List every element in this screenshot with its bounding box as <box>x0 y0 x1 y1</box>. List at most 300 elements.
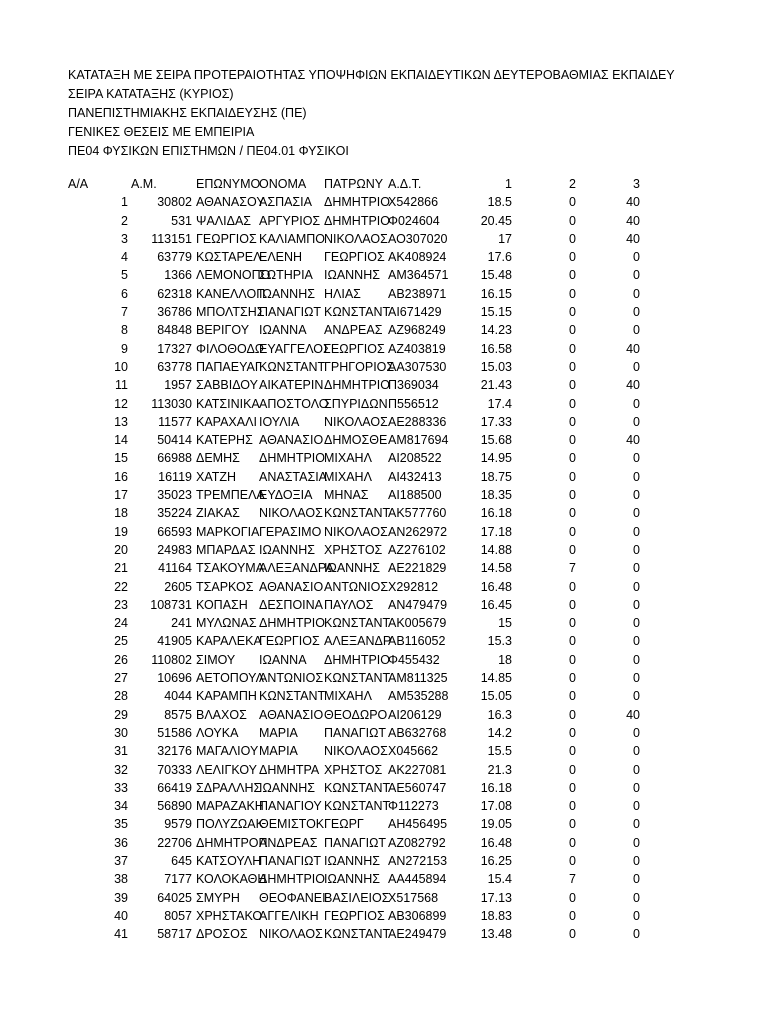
cell-score-1: 15.5 <box>487 744 512 759</box>
cell-name: ΠΑΝΑΓΙΟΥ <box>259 799 322 814</box>
cell-surname: ΚΑΤΣΙΝΙΚΑ <box>196 396 260 411</box>
cell-score-1: 15.4 <box>487 872 512 887</box>
cell-aa: 6 <box>121 286 128 301</box>
cell-name: ΔΗΜΗΤΡΙΟ <box>259 451 325 466</box>
cell-name: ΙΩΑΝΝΗΣ <box>259 542 315 557</box>
cell-name: ΚΩΝΣΤΑΝΤ <box>259 689 326 704</box>
cell-id-card: Φ112273 <box>388 799 439 814</box>
cell-score-2: 0 <box>569 616 576 631</box>
cell-name: ΑΡΓΥΡΙΟΣ <box>259 213 321 228</box>
cell-aa: 4 <box>121 250 128 265</box>
cell-am: 241 <box>171 616 192 631</box>
cell-am: 8057 <box>164 908 192 923</box>
cell-score-1: 15.48 <box>480 268 512 283</box>
cell-name: ΓΕΩΡΓΙΟΣ <box>259 634 320 649</box>
cell-aa: 1 <box>121 195 128 210</box>
cell-fathers-name: ΚΩΝΣΤΑΝΤ <box>324 927 391 942</box>
cell-am: 70333 <box>157 762 192 777</box>
cell-aa: 12 <box>114 396 128 411</box>
cell-name: ΜΑΡΙΑ <box>259 725 298 740</box>
cell-score-3: 40 <box>626 231 640 246</box>
cell-surname: ΤΣΑΚΟΥΜΑ <box>196 561 265 576</box>
cell-surname: ΜΑΡΑΖΑΚΗ <box>196 799 264 814</box>
cell-score-2: 0 <box>569 908 576 923</box>
cell-score-1: 16.25 <box>480 853 512 868</box>
cell-aa: 3 <box>121 231 128 246</box>
cell-score-1: 17.18 <box>480 524 512 539</box>
cell-aa: 31 <box>114 744 128 759</box>
cell-score-3: 0 <box>633 597 640 612</box>
cell-score-3: 0 <box>633 359 640 374</box>
cell-am: 62318 <box>157 286 192 301</box>
cell-aa: 27 <box>114 671 128 686</box>
cell-aa: 40 <box>114 908 128 923</box>
cell-name: ΙΟΥΛΙΑ <box>259 414 300 429</box>
cell-fathers-name: ΚΩΝΣΤΑΝΤ <box>324 671 391 686</box>
cell-fathers-name: ΝΙΚΟΛΑΟΣ <box>324 524 388 539</box>
cell-aa: 14 <box>114 433 128 448</box>
cell-score-2: 0 <box>569 488 576 503</box>
table-row <box>0 669 768 687</box>
cell-surname: ΣΔΡΑΛΛΗΣ <box>196 780 262 795</box>
column-header-score-1: 1 <box>505 177 512 191</box>
cell-surname: ΣΜΥΡΗ <box>196 890 240 905</box>
cell-score-3: 0 <box>633 799 640 814</box>
cell-fathers-name: ΚΩΝΣΤΑΝΤ <box>324 305 391 320</box>
cell-score-2: 0 <box>569 725 576 740</box>
cell-score-2: 0 <box>569 927 576 942</box>
cell-name: ΑΝΑΣΤΑΣΙΑ <box>259 469 328 484</box>
cell-score-2: 0 <box>569 396 576 411</box>
cell-name: ΕΥΔΟΞΙΑ <box>259 488 313 503</box>
cell-aa: 29 <box>114 707 128 722</box>
cell-fathers-name: ΙΩΑΝΝΗΣ <box>324 268 380 283</box>
cell-surname: ΠΟΛΥΖΩΑΚ <box>196 817 264 832</box>
cell-am: 1366 <box>164 268 192 283</box>
cell-score-1: 15.03 <box>480 359 512 374</box>
cell-score-2: 0 <box>569 524 576 539</box>
cell-score-1: 18.75 <box>480 469 512 484</box>
cell-am: 66988 <box>157 451 192 466</box>
table-row <box>0 596 768 614</box>
cell-name: ΑΝΔΡΕΑΣ <box>259 835 318 850</box>
cell-surname: ΚΑΡΑΛΕΚΑ <box>196 634 262 649</box>
header-title: ΚΑΤΑΤΑΞΗ ΜΕ ΣΕΙΡΑ ΠΡΟΤΕΡΑΙΟΤΗΤΑΣ ΥΠΟΨΗΦΙΩΝ ΕΚΠΑΙΔΕΥΤΙΚΩΝ ΔΕΥΤΕΡΟΒΑΘΜΙΑΣ ΕΚΠΑΙΔΕΥ <box>68 68 675 82</box>
cell-fathers-name: ΚΩΝΣΤΑΝΤ <box>324 799 391 814</box>
table-row <box>0 449 768 467</box>
table-row <box>0 742 768 760</box>
cell-name: ΓΕΡΑΣΙΜΟ <box>259 524 322 539</box>
cell-score-2: 0 <box>569 762 576 777</box>
cell-name: ΕΥΑΓΓΕΛΟΣ <box>259 341 331 356</box>
cell-am: 66593 <box>157 524 192 539</box>
table-row <box>0 870 768 888</box>
cell-am: 35224 <box>157 506 192 521</box>
cell-am: 8575 <box>164 707 192 722</box>
cell-id-card: Φ024604 <box>388 213 440 228</box>
cell-fathers-name: ΔΗΜΗΤΡΙΟ <box>324 652 390 667</box>
cell-surname: ΚΟΛΟΚΑΘΗ <box>196 872 267 887</box>
cell-surname: ΛΕΛΙΓΚΟΥ <box>196 762 258 777</box>
cell-aa: 37 <box>114 853 128 868</box>
cell-score-1: 18.83 <box>480 908 512 923</box>
table-row <box>0 815 768 833</box>
cell-surname: ΑΕΤΟΠΟΥΛ <box>196 671 264 686</box>
column-header-name: ΟΝΟΜΑ <box>259 177 307 191</box>
cell-am: 41164 <box>158 561 192 576</box>
table-row <box>0 706 768 724</box>
cell-score-3: 0 <box>633 744 640 759</box>
cell-name: ΙΩΑΝΝΗΣ <box>259 286 315 301</box>
cell-aa: 21 <box>114 561 128 576</box>
cell-score-2: 0 <box>569 451 576 466</box>
cell-score-1: 17.6 <box>487 250 512 265</box>
header-positions-type: ΓΕΝΙΚΕΣ ΘΕΣΕΙΣ ΜΕ ΕΜΠΕΙΡΙΑ <box>68 125 255 139</box>
cell-id-card: ΑΑ445894 <box>388 872 447 887</box>
cell-aa: 41 <box>114 927 128 942</box>
cell-aa: 36 <box>114 835 128 850</box>
cell-aa: 19 <box>114 524 128 539</box>
cell-aa: 13 <box>114 414 128 429</box>
cell-aa: 5 <box>121 268 128 283</box>
cell-score-2: 0 <box>569 250 576 265</box>
cell-score-3: 40 <box>626 378 640 393</box>
cell-surname: ΚΑΡΑΧΑΛΙ <box>196 414 257 429</box>
table-row <box>0 431 768 449</box>
cell-am: 35023 <box>157 488 192 503</box>
cell-aa: 26 <box>114 652 128 667</box>
cell-fathers-name: ΧΡΗΣΤΟΣ <box>324 762 383 777</box>
cell-aa: 2 <box>121 213 128 228</box>
cell-score-3: 0 <box>633 469 640 484</box>
cell-aa: 7 <box>121 305 128 320</box>
cell-score-1: 21.3 <box>487 762 512 777</box>
cell-score-2: 0 <box>569 707 576 722</box>
cell-surname: ΤΡΕΜΠΕΛΑ <box>196 488 265 503</box>
cell-am: 10696 <box>157 671 192 686</box>
cell-score-3: 0 <box>633 725 640 740</box>
cell-aa: 17 <box>114 488 128 503</box>
cell-aa: 15 <box>114 451 128 466</box>
cell-fathers-name: ΜΙΧΑΗΛ <box>324 469 372 484</box>
cell-score-2: 0 <box>569 744 576 759</box>
cell-score-3: 40 <box>626 707 640 722</box>
cell-am: 9579 <box>164 817 192 832</box>
cell-id-card: ΑΝ479479 <box>388 597 448 612</box>
cell-name: ΑΘΑΝΑΣΙΟ <box>259 579 324 594</box>
cell-id-card: ΑΙ671429 <box>388 305 442 320</box>
cell-score-1: 19.05 <box>480 817 512 832</box>
cell-am: 30802 <box>157 195 192 210</box>
table-row <box>0 614 768 632</box>
cell-score-1: 16.48 <box>480 835 512 850</box>
cell-id-card: ΑΖ968249 <box>388 323 446 338</box>
cell-score-2: 0 <box>569 231 576 246</box>
column-header-id-card: Α.Δ.Τ. <box>388 177 422 191</box>
cell-score-2: 0 <box>569 817 576 832</box>
table-row <box>0 834 768 852</box>
cell-am: 531 <box>171 213 192 228</box>
table-row <box>0 285 768 303</box>
cell-am: 51586 <box>157 725 192 740</box>
cell-score-3: 0 <box>633 579 640 594</box>
table-row <box>0 230 768 248</box>
cell-surname: ΒΕΡΙΓΟΥ <box>196 323 250 338</box>
cell-surname: ΚΟΠΑΣΗ <box>196 597 248 612</box>
cell-fathers-name: ΝΙΚΟΛΑΟΣ <box>324 744 388 759</box>
cell-surname: ΠΑΠΑΕΥΑΓ <box>196 359 262 374</box>
cell-id-card: ΑΒ306899 <box>388 908 447 923</box>
cell-fathers-name: ΓΕΩΡΓΙΟΣ <box>324 250 385 265</box>
cell-score-3: 40 <box>626 341 640 356</box>
cell-name: ΝΙΚΟΛΑΟΣ <box>259 927 323 942</box>
table-row <box>0 395 768 413</box>
table-row <box>0 651 768 669</box>
cell-score-3: 40 <box>626 433 640 448</box>
table-row <box>0 248 768 266</box>
cell-score-2: 0 <box>569 286 576 301</box>
cell-score-2: 0 <box>569 890 576 905</box>
cell-score-2: 0 <box>569 671 576 686</box>
cell-score-1: 16.45 <box>480 597 512 612</box>
cell-surname: ΔΡΟΣΟΣ <box>196 927 248 942</box>
cell-score-3: 0 <box>633 616 640 631</box>
cell-score-1: 15 <box>498 616 512 631</box>
cell-am: 50414 <box>157 433 192 448</box>
table-row <box>0 889 768 907</box>
cell-am: 7177 <box>164 872 192 887</box>
cell-aa: 11 <box>115 378 128 393</box>
cell-score-3: 0 <box>633 524 640 539</box>
cell-fathers-name: ΑΝΤΩΝΙΟΣ <box>324 579 389 594</box>
cell-id-card: ΑΜ364571 <box>388 268 449 283</box>
cell-name: ΔΕΣΠΟΙΝΑ <box>259 597 324 612</box>
cell-id-card: ΑΖ403819 <box>388 341 446 356</box>
cell-score-3: 0 <box>633 305 640 320</box>
cell-fathers-name: ΜΙΧΑΗΛ <box>324 689 372 704</box>
cell-score-3: 0 <box>633 488 640 503</box>
cell-id-card: Χ045662 <box>388 744 439 759</box>
table-row <box>0 413 768 431</box>
cell-id-card: ΑΜ535288 <box>388 689 449 704</box>
cell-score-3: 0 <box>633 853 640 868</box>
cell-aa: 22 <box>114 579 128 594</box>
cell-score-1: 18 <box>498 652 512 667</box>
cell-score-1: 15.05 <box>480 689 512 704</box>
cell-name: ΔΗΜΗΤΡΙΟ <box>259 616 325 631</box>
cell-score-2: 0 <box>569 634 576 649</box>
cell-score-1: 14.88 <box>480 542 512 557</box>
cell-score-3: 0 <box>633 817 640 832</box>
cell-score-3: 0 <box>633 451 640 466</box>
cell-score-2: 0 <box>569 414 576 429</box>
cell-score-3: 0 <box>633 414 640 429</box>
cell-fathers-name: ΧΡΗΣΤΟΣ <box>324 542 383 557</box>
cell-score-2: 0 <box>569 652 576 667</box>
cell-name: ΑΣΠΑΣΙΑ <box>259 195 312 210</box>
cell-am: 110802 <box>151 652 192 667</box>
cell-score-1: 17.08 <box>480 799 512 814</box>
cell-score-1: 13.48 <box>480 927 512 942</box>
ranking-table <box>0 175 768 943</box>
cell-surname: ΛΟΥΚΑ <box>196 725 239 740</box>
cell-fathers-name: ΓΕΩΡΓΙΟΣ <box>324 341 385 356</box>
table-row <box>0 559 768 577</box>
cell-name: ΑΘΑΝΑΣΙΟ <box>259 433 324 448</box>
cell-score-3: 0 <box>633 286 640 301</box>
cell-fathers-name: ΠΑΝΑΓΙΩΤ <box>324 835 387 850</box>
cell-name: ΑΓΓΕΛΙΚΗ <box>259 908 319 923</box>
cell-fathers-name: ΗΛΙΑΣ <box>324 286 361 301</box>
cell-score-1: 18.35 <box>480 488 512 503</box>
cell-id-card: ΑΖ082792 <box>388 835 446 850</box>
cell-score-1: 17.4 <box>487 396 512 411</box>
table-row <box>0 504 768 522</box>
header-ranking-series: ΣΕΙΡΑ ΚΑΤΑΤΑΞΗΣ (ΚΥΡΙΟΣ) <box>68 87 234 101</box>
cell-name: ΑΠΟΣΤΟΛΟ <box>259 396 329 411</box>
cell-id-card: ΑΚ577760 <box>388 506 447 521</box>
cell-am: 24983 <box>157 542 192 557</box>
cell-score-1: 15.68 <box>480 433 512 448</box>
cell-id-card: ΑΙ188500 <box>388 488 442 503</box>
cell-score-1: 14.85 <box>480 671 512 686</box>
cell-score-2: 0 <box>569 579 576 594</box>
column-header-am: Α.Μ. <box>131 177 157 191</box>
cell-surname: ΚΑΝΕΛΛΟΠ <box>196 286 266 301</box>
cell-fathers-name: ΔΗΜΗΤΡΙΟ <box>324 213 390 228</box>
cell-name: ΠΑΝΑΓΙΩΤ <box>259 853 322 868</box>
cell-score-3: 0 <box>633 506 640 521</box>
cell-score-1: 16.18 <box>480 506 512 521</box>
cell-score-1: 17 <box>498 231 512 246</box>
table-row <box>0 578 768 596</box>
cell-id-card: Χ517568 <box>388 890 439 905</box>
cell-id-card: ΑΕ560747 <box>388 780 447 795</box>
cell-am: 4044 <box>164 689 192 704</box>
cell-id-card: ΑΖ276102 <box>388 542 446 557</box>
cell-am: 36786 <box>157 305 192 320</box>
cell-score-1: 14.2 <box>487 725 512 740</box>
cell-id-card: Χ292812 <box>388 579 439 594</box>
cell-surname: ΨΑΛΙΔΑΣ <box>196 213 252 228</box>
document-header <box>68 66 768 161</box>
cell-fathers-name: ΓΡΗΓΟΡΙΟΣ <box>324 359 395 374</box>
cell-id-card: ΑΒ238971 <box>388 286 447 301</box>
table-row <box>0 541 768 559</box>
cell-score-3: 0 <box>633 250 640 265</box>
cell-id-card: ΑΒ632768 <box>388 725 447 740</box>
cell-id-card: ΑΕ221829 <box>388 561 447 576</box>
cell-name: ΚΑΛΙΑΜΠΟ <box>259 231 325 246</box>
cell-fathers-name: ΜΗΝΑΣ <box>324 488 369 503</box>
cell-name: ΠΑΝΑΓΙΩΤ <box>259 305 322 320</box>
cell-score-3: 0 <box>633 396 640 411</box>
cell-score-3: 0 <box>633 561 640 576</box>
cell-aa: 34 <box>114 799 128 814</box>
cell-score-2: 0 <box>569 341 576 356</box>
cell-surname: ΚΑΤΕΡΗΣ <box>196 433 253 448</box>
cell-fathers-name: ΠΑΥΛΟΣ <box>324 597 374 612</box>
cell-aa: 9 <box>121 341 128 356</box>
cell-id-card: ΑΗ456495 <box>388 817 448 832</box>
cell-fathers-name: ΔΗΜΗΤΡΙΟ <box>324 378 390 393</box>
cell-surname: ΜΑΡΚΟΓΙΑ <box>196 524 260 539</box>
table-row <box>0 907 768 925</box>
cell-fathers-name: ΙΩΑΝΝΗΣ <box>324 853 380 868</box>
table-row <box>0 925 768 943</box>
cell-am: 41905 <box>157 634 192 649</box>
table-row <box>0 724 768 742</box>
cell-score-1: 14.58 <box>480 561 512 576</box>
cell-fathers-name: ΔΗΜΗΤΡΙΟ <box>324 195 390 210</box>
cell-fathers-name: ΠΑΝΑΓΙΩΤ <box>324 725 387 740</box>
cell-score-2: 0 <box>569 542 576 557</box>
cell-surname: ΛΕΜΟΝΟΠΟ <box>196 268 271 283</box>
cell-name: ΚΩΝΣΤΑΝΤ <box>259 359 326 374</box>
cell-id-card: ΑΝ272153 <box>388 853 448 868</box>
cell-aa: 20 <box>114 542 128 557</box>
cell-surname: ΜΠΑΡΔΑΣ <box>196 542 256 557</box>
column-header-score-2: 2 <box>569 177 576 191</box>
column-header-fathers-name: ΠΑΤΡΩΝΥ <box>324 177 384 191</box>
cell-name: ΑΛΕΞΑΝΔΡΑ <box>259 561 334 576</box>
cell-score-1: 14.95 <box>480 451 512 466</box>
cell-surname: ΔΕΜΗΣ <box>196 451 240 466</box>
cell-surname: ΚΩΣΤΑΡΕΛ <box>196 250 262 265</box>
cell-surname: ΜΥΛΩΝΑΣ <box>196 616 257 631</box>
cell-am: 66419 <box>157 780 192 795</box>
cell-name: ΙΩΑΝΝΑ <box>259 323 307 338</box>
cell-id-card: ΑΙ432413 <box>388 469 442 484</box>
cell-score-2: 0 <box>569 689 576 704</box>
cell-fathers-name: ΣΠΥΡΙΔΩΝ <box>324 396 388 411</box>
cell-score-1: 15.15 <box>480 305 512 320</box>
cell-id-card: Φ455432 <box>388 652 440 667</box>
table-header-row <box>0 175 768 193</box>
cell-score-2: 0 <box>569 433 576 448</box>
cell-aa: 8 <box>121 323 128 338</box>
cell-score-2: 7 <box>569 561 576 576</box>
cell-score-3: 0 <box>633 652 640 667</box>
table-row <box>0 632 768 650</box>
table-row <box>0 779 768 797</box>
table-row <box>0 266 768 284</box>
cell-score-3: 0 <box>633 542 640 557</box>
cell-score-2: 0 <box>569 597 576 612</box>
cell-id-card: ΑΜ817694 <box>388 433 449 448</box>
cell-am: 84848 <box>157 323 192 338</box>
cell-score-3: 0 <box>633 835 640 850</box>
header-specialty: ΠΕ04 ΦΥΣΙΚΩΝ ΕΠΙΣΤΗΜΩΝ / ΠΕ04.01 ΦΥΣΙΚΟΙ <box>68 144 349 158</box>
cell-score-1: 16.58 <box>480 341 512 356</box>
table-row <box>0 303 768 321</box>
cell-score-3: 0 <box>633 762 640 777</box>
cell-surname: ΔΗΜΗΤΡΟΠ <box>196 835 268 850</box>
cell-name: ΑΘΑΝΑΣΙΟ <box>259 707 324 722</box>
cell-am: 56890 <box>157 799 192 814</box>
cell-aa: 25 <box>114 634 128 649</box>
cell-id-card: ΑΙ206129 <box>388 707 442 722</box>
cell-am: 22706 <box>157 835 192 850</box>
cell-name: ΔΗΜΗΤΡΑ <box>259 762 320 777</box>
cell-score-1: 14.23 <box>480 323 512 338</box>
cell-score-1: 21.43 <box>480 378 512 393</box>
cell-name: ΘΕΜΙΣΤΟΚ <box>259 817 325 832</box>
cell-name: ΣΩΤΗΡΙΑ <box>259 268 313 283</box>
table-row <box>0 193 768 211</box>
cell-surname: ΖΙΑΚΑΣ <box>196 506 240 521</box>
cell-surname: ΣΑΒΒΙΔΟΥ <box>196 378 258 393</box>
